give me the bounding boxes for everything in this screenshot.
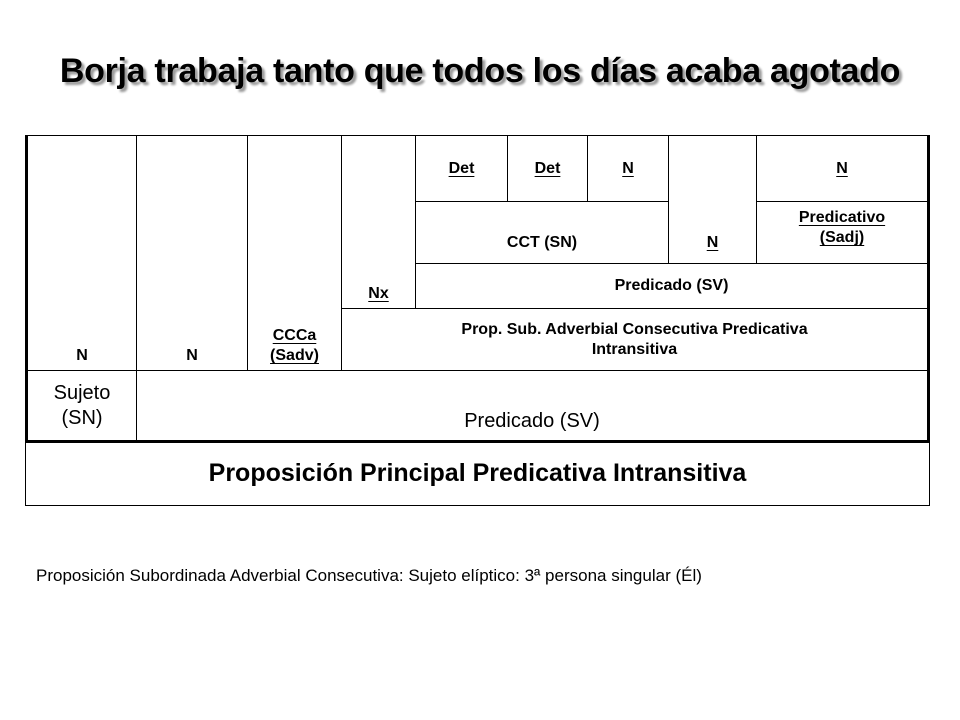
label-n: N (706, 234, 719, 251)
word-todos-det (415, 135, 508, 202)
group-predicativo (756, 201, 930, 264)
label-prop-sub-cont: Intransitiva (591, 340, 678, 358)
label-predicativo: Predicativo (798, 209, 886, 226)
label-sn: (SN) (61, 406, 103, 429)
label-predicado-main: Predicado (SV) (464, 410, 600, 432)
group-prop-sub (341, 308, 930, 371)
group-sujeto (25, 370, 137, 443)
group-predicado-sub (415, 263, 930, 309)
label-ccca: CCCa (272, 327, 317, 344)
label-n: N (622, 159, 634, 177)
syntax-diagram (25, 135, 929, 505)
word-los-det (507, 135, 588, 202)
word-trabaja-n (136, 135, 248, 371)
label-det: Det (448, 159, 475, 177)
label-sadj: (Sadj) (819, 229, 865, 246)
label-predicado-sub: Predicado (SV) (614, 277, 729, 294)
label-sujeto: Sujeto (53, 381, 111, 404)
word-agotado-n (756, 135, 930, 202)
label-sadv: (Sadv) (270, 347, 319, 364)
word-acaba-n (668, 135, 757, 264)
label-cct: CCT (SN) (506, 233, 578, 251)
word-que-nx (341, 135, 416, 309)
page-title: Borja trabaja tanto que todos los días acaba agotado (59, 52, 901, 90)
label-prop-sub: Prop. Sub. Adverbial Consecutiva Predicativa (461, 320, 808, 338)
word-tanto-ccca (247, 135, 342, 371)
word-dias-n (587, 135, 669, 202)
label-n: N (76, 347, 88, 364)
footnote: Proposición Subordinada Adverbial Consecutiva: Sujeto elíptico: 3ª persona singular (Él) (36, 566, 702, 585)
group-predicado-main (136, 370, 930, 443)
label-n: N (186, 347, 198, 364)
label-nx: Nx (368, 285, 389, 302)
group-cct-sn (415, 201, 669, 264)
label-principal: Proposición Principal Predicativa Intransitiva (208, 459, 747, 488)
group-principal (25, 442, 930, 506)
label-det: Det (534, 159, 561, 177)
label-n: N (836, 159, 848, 177)
word-borja-n (25, 135, 137, 371)
